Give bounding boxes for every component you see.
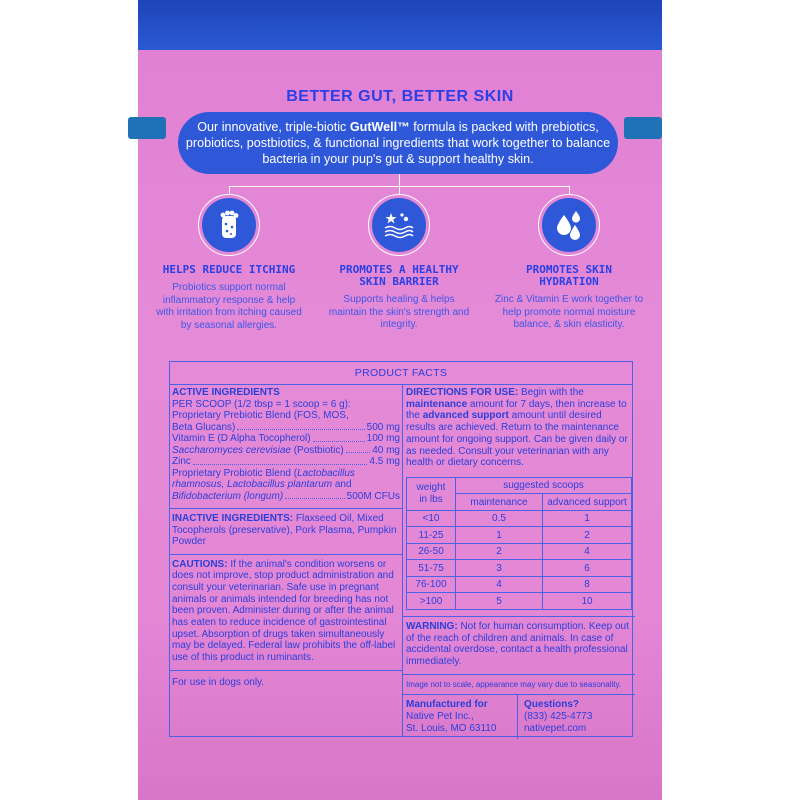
- table-row: <10 0.5 1: [407, 510, 632, 527]
- website-link[interactable]: nativepet.com: [524, 722, 587, 734]
- probiotic-line: Proprietary Probiotic Blend (Lactobacillus: [172, 467, 355, 479]
- table-row: 26-50 2 4: [407, 543, 632, 560]
- probiotic-name: Bifidobacterium (longum): [172, 490, 284, 502]
- connector-middle: [399, 186, 400, 194]
- feature-title: PROMOTES A HEALTHY SKIN BARRIER: [339, 263, 459, 288]
- directions-section: DIRECTIONS FOR USE: Begin with the maintenance amount for 7 days, then increase to the advanced support amount until desired results are achieved. Return to the maintenance amount for ongoing support. Can be given daily or as needed. Consult your veterinarian with any health or dietary concerns.: [406, 387, 628, 469]
- connector-vertical: [399, 174, 400, 186]
- ingredient-value: 500 mg: [366, 421, 400, 433]
- ingredient-value: 100 mg: [366, 433, 400, 444]
- table-row: 11-25 1 2: [407, 527, 632, 544]
- contact-row: [403, 695, 635, 739]
- feature-description: Zinc & Vitamin E work together to help promote normal moisture balance, & skin elasticity.: [494, 294, 644, 330]
- intro-text-post: formula is packed with prebiotics, probiotics, postbiotics, & functional ingredients that work together to balance bacteria in your pup's gut & support healthy skin.: [185, 120, 611, 166]
- scoop-table-wrap: [403, 469, 635, 610]
- feature-hydration: [494, 198, 644, 332]
- scoop-table: [406, 477, 632, 610]
- ingredient-row: [172, 433, 400, 445]
- inactive-ingredients-text: Flaxseed Oil, Mixed Tocopherols (preservative), Pork Plasma, Pumpkin Powder: [172, 513, 397, 547]
- product-facts-panel: [169, 361, 633, 737]
- warning-title: WARNING:: [406, 620, 458, 632]
- inactive-ingredients-title: INACTIVE INGREDIENTS:: [172, 513, 294, 524]
- product-bag: [138, 0, 662, 800]
- ingredient-row: [172, 422, 400, 434]
- ingredient-value: 40 mg: [372, 444, 400, 456]
- water-drops-icon: [542, 198, 596, 252]
- product-facts-title: PRODUCT FACTS: [170, 362, 632, 385]
- skin-barrier-icon: [372, 198, 426, 252]
- maintenance-header: maintenance: [456, 494, 543, 511]
- cautions-text: If the animal's condition worsens or does not improve, stop product administration and consult your veterinarian. Safe use in pregnant animals or animals intended for breeding has not been proven. Administer during or after the animal has eaten to reduce incidence of gastrointestinal upset. Absorption of drugs taken simultaneously may be delayed. Federal law prohibits the off-label use of this product in ruminants.: [172, 558, 396, 664]
- questions-block: Questions? (833) 425-4773 nativepet.com: [524, 698, 593, 734]
- facts-left-column: [170, 384, 402, 694]
- bag-clip-right: [624, 117, 662, 139]
- ingredient-row: [172, 456, 400, 468]
- feature-description: Supports healing & helps maintain the skin's strength and integrity.: [328, 294, 470, 330]
- scoops-header: suggested scoops: [456, 477, 632, 494]
- table-row: 51-75 3 6: [407, 560, 632, 577]
- active-ingredients-title: ACTIVE INGREDIENTS: [172, 387, 280, 398]
- ingredient-label-italic: Saccharomyces cerevisiae: [172, 444, 291, 456]
- per-scoop-line: PER SCOOP (1/2 tbsp = 1 scoop = 6 g):: [172, 398, 351, 410]
- warning-section: [403, 617, 635, 674]
- cautions-title: CAUTIONS:: [172, 558, 228, 570]
- feature-description: Probiotics support normal inflammatory response & help with irritation from itching caused by seasonal allergies.: [156, 282, 302, 331]
- ingredient-label: Beta Glucans): [172, 421, 236, 433]
- advanced-header: advanced support: [543, 494, 632, 511]
- table-row: 76-100 4 8: [407, 576, 632, 593]
- connector-right: [569, 186, 570, 194]
- ingredient-value: 500M CFUs: [346, 490, 400, 502]
- phone-link[interactable]: (833) 425-4773: [524, 710, 593, 722]
- probiotic-line: rhamnosus, Lactobacillus plantarum and: [172, 479, 352, 490]
- ingredient-value: 4.5 mg: [369, 456, 400, 467]
- bag-top-band: [138, 0, 662, 50]
- table-row: >100 5 10: [407, 593, 632, 610]
- paw-icon: [202, 198, 256, 252]
- ingredient-label: Vitamin E (D Alpha Tocopherol): [172, 433, 311, 444]
- ingredient-label: (Postbiotic): [290, 444, 344, 456]
- intro-pill: [178, 112, 618, 174]
- feature-itching: [154, 198, 304, 332]
- warning-text: Not for human consumption. Keep out of the reach of children and animals. In case of accidental overdose, contact a health professional immediately.: [406, 620, 629, 668]
- cautions-section: [170, 555, 402, 670]
- ingredient-row: [172, 445, 400, 457]
- feature-skin-barrier: [324, 198, 474, 332]
- connector-left: [229, 186, 230, 194]
- intro-text-pre: Our innovative, triple-biotic: [197, 120, 350, 134]
- headline: BETTER GUT, BETTER SKIN: [286, 88, 514, 105]
- ingredient-row: [172, 491, 400, 503]
- inactive-ingredients-section: [170, 509, 402, 554]
- weight-header: weight in lbs: [407, 477, 456, 510]
- feature-title: HELPS REDUCE ITCHING: [162, 263, 296, 276]
- dogs-only-note: For use in dogs only.: [172, 676, 265, 688]
- manufacturer-block: Manufactured for Native Pet Inc., St. Louis, MO 63110: [403, 695, 518, 739]
- bag-clip-left: [128, 117, 166, 139]
- active-ingredients-section: [170, 384, 402, 502]
- facts-right-column: [402, 384, 635, 737]
- ingredient-label: Zinc: [172, 456, 191, 467]
- ingredient-label: Proprietary Prebiotic Blend (FOS, MOS,: [172, 410, 349, 421]
- intro-brand: GutWell™: [349, 120, 410, 134]
- scale-note: Image not to scale, appearance may vary due to seasonality.: [406, 679, 622, 689]
- directions-title: DIRECTIONS FOR USE:: [406, 387, 519, 398]
- feature-title: PROMOTES SKIN HYDRATION: [525, 263, 613, 288]
